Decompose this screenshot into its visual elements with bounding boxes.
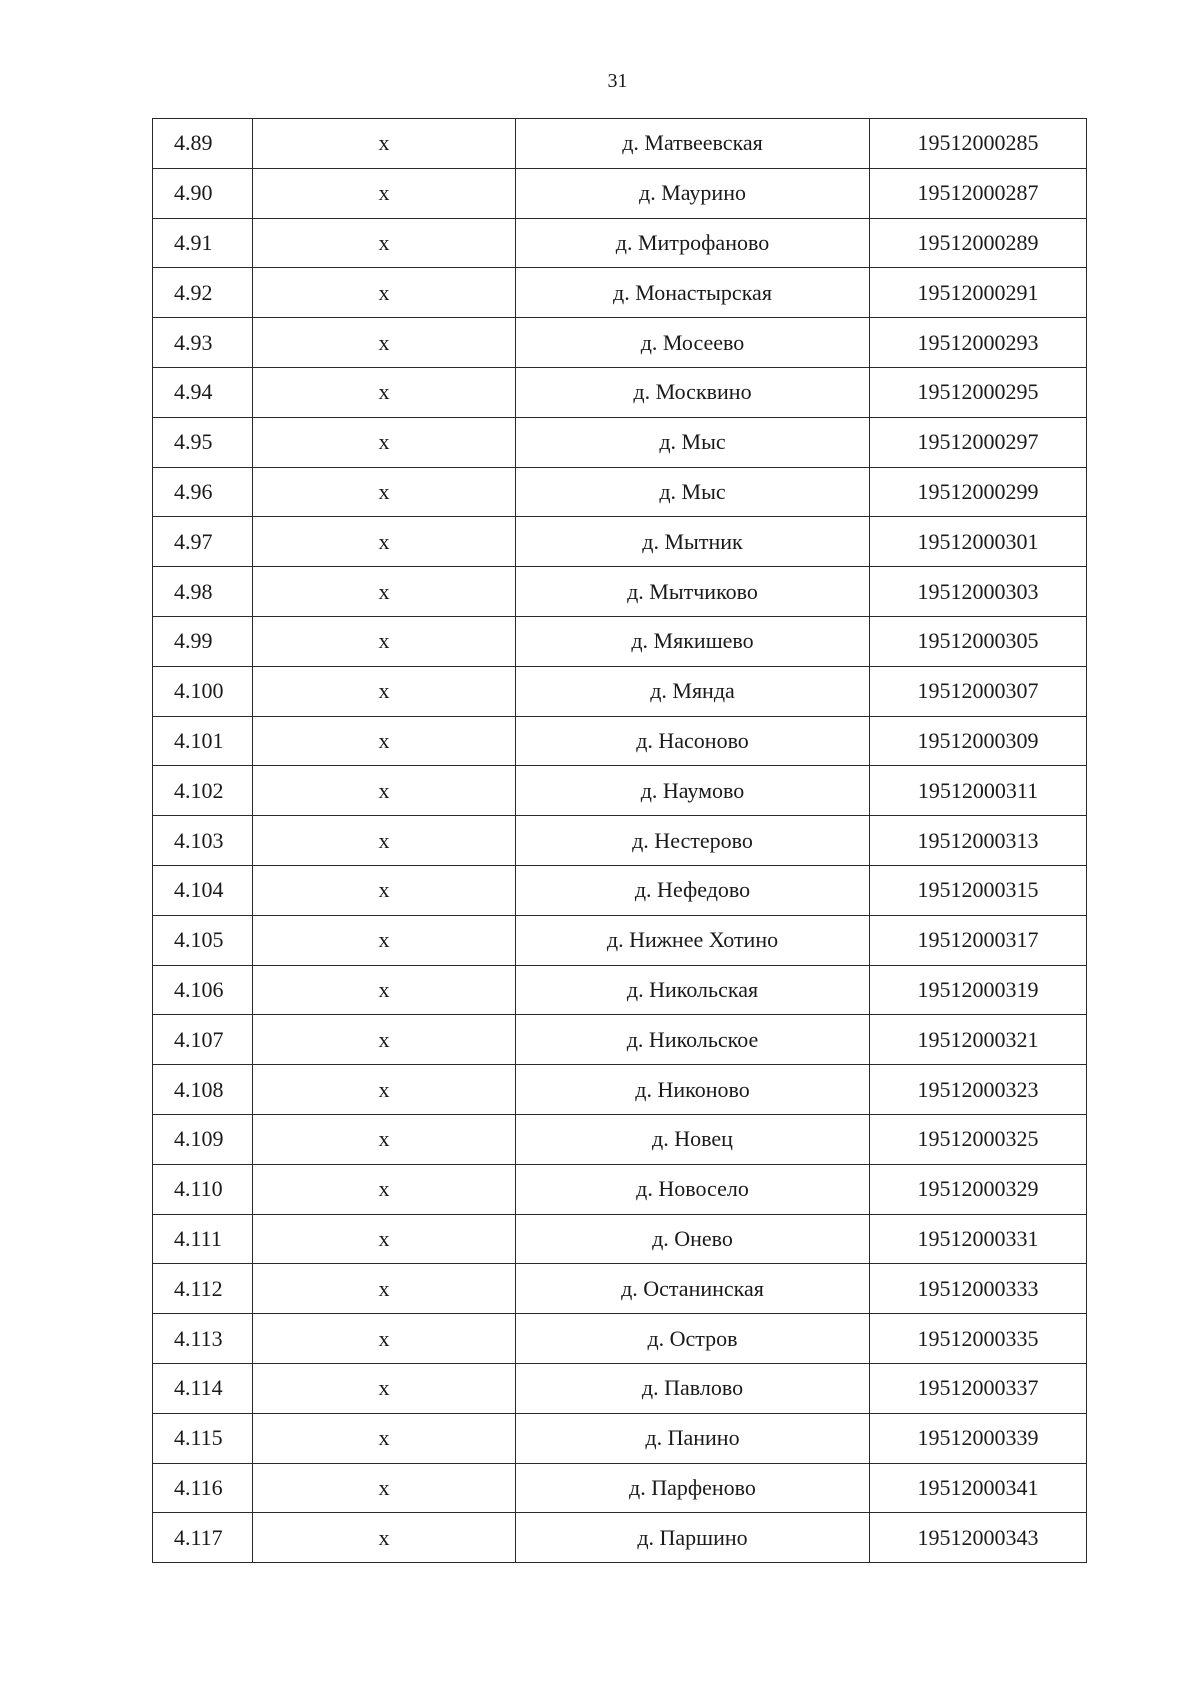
mark-cell: х [253,1363,516,1413]
row-number-cell: 4.95 [153,417,253,467]
row-number-cell: 4.109 [153,1114,253,1164]
table-row [153,816,1087,866]
row-number-cell: 4.111 [153,1214,253,1264]
table-row [153,1264,1087,1314]
settlement-name-cell: д. Монастырская [516,268,870,318]
settlement-name-cell: д. Парфеново [516,1463,870,1513]
code-cell: 19512000289 [870,218,1087,268]
code-cell: 19512000311 [870,766,1087,816]
row-number-cell: 4.115 [153,1413,253,1463]
code-cell: 19512000331 [870,1214,1087,1264]
settlement-name-cell: д. Мытник [516,517,870,567]
code-cell: 19512000325 [870,1114,1087,1164]
table-row [153,268,1087,318]
settlement-name-cell: д. Москвино [516,367,870,417]
settlement-name-cell: д. Митрофаново [516,218,870,268]
table-row [153,716,1087,766]
row-number-cell: 4.114 [153,1363,253,1413]
mark-cell: х [253,318,516,368]
settlement-name-cell: д. Нижнее Хотино [516,915,870,965]
code-cell: 19512000313 [870,816,1087,866]
settlement-name-cell: д. Новосело [516,1164,870,1214]
mark-cell: х [253,1015,516,1065]
mark-cell: х [253,168,516,218]
mark-cell: х [253,467,516,517]
mark-cell: х [253,716,516,766]
settlement-name-cell: д. Онево [516,1214,870,1264]
row-number-cell: 4.116 [153,1463,253,1513]
code-cell: 19512000323 [870,1065,1087,1115]
mark-cell: х [253,1513,516,1563]
row-number-cell: 4.117 [153,1513,253,1563]
table-row [153,318,1087,368]
mark-cell: х [253,666,516,716]
table-row [153,1065,1087,1115]
settlement-name-cell: д. Никольская [516,965,870,1015]
mark-cell: х [253,865,516,915]
table-row [153,417,1087,467]
table-row [153,965,1087,1015]
row-number-cell: 4.112 [153,1264,253,1314]
settlement-name-cell: д. Новец [516,1114,870,1164]
mark-cell: х [253,965,516,1015]
table-row [153,1214,1087,1264]
row-number-cell: 4.113 [153,1314,253,1364]
code-cell: 19512000305 [870,616,1087,666]
table-row [153,1164,1087,1214]
mark-cell: х [253,1463,516,1513]
settlement-name-cell: д. Панино [516,1413,870,1463]
mark-cell: х [253,517,516,567]
mark-cell: х [253,1065,516,1115]
code-cell: 19512000301 [870,517,1087,567]
table-body [153,119,1087,1563]
mark-cell: х [253,218,516,268]
mark-cell: х [253,1164,516,1214]
row-number-cell: 4.90 [153,168,253,218]
row-number-cell: 4.110 [153,1164,253,1214]
code-cell: 19512000329 [870,1164,1087,1214]
table-row [153,1413,1087,1463]
code-cell: 19512000343 [870,1513,1087,1563]
table-row [153,1463,1087,1513]
row-number-cell: 4.99 [153,616,253,666]
settlement-name-cell: д. Останинская [516,1264,870,1314]
code-cell: 19512000335 [870,1314,1087,1364]
mark-cell: х [253,367,516,417]
settlement-name-cell: д. Мянда [516,666,870,716]
code-cell: 19512000307 [870,666,1087,716]
row-number-cell: 4.105 [153,915,253,965]
row-number-cell: 4.108 [153,1065,253,1115]
settlement-name-cell: д. Мыс [516,467,870,517]
code-cell: 19512000333 [870,1264,1087,1314]
settlement-name-cell: д. Мосеево [516,318,870,368]
code-cell: 19512000341 [870,1463,1087,1513]
table-row [153,666,1087,716]
settlement-name-cell: д. Нефедово [516,865,870,915]
settlement-name-cell: д. Насоново [516,716,870,766]
row-number-cell: 4.91 [153,218,253,268]
settlement-name-cell: д. Мякишево [516,616,870,666]
mark-cell: х [253,915,516,965]
table-row [153,467,1087,517]
row-number-cell: 4.97 [153,517,253,567]
row-number-cell: 4.106 [153,965,253,1015]
code-cell: 19512000339 [870,1413,1087,1463]
row-number-cell: 4.93 [153,318,253,368]
code-cell: 19512000293 [870,318,1087,368]
table-row [153,367,1087,417]
mark-cell: х [253,119,516,169]
table-row [153,1114,1087,1164]
code-cell: 19512000295 [870,367,1087,417]
row-number-cell: 4.103 [153,816,253,866]
mark-cell: х [253,1214,516,1264]
row-number-cell: 4.104 [153,865,253,915]
settlement-name-cell: д. Маурино [516,168,870,218]
code-cell: 19512000299 [870,467,1087,517]
settlement-name-cell: д. Мытчиково [516,567,870,617]
code-cell: 19512000321 [870,1015,1087,1065]
table-row [153,517,1087,567]
table-row [153,168,1087,218]
code-cell: 19512000317 [870,915,1087,965]
mark-cell: х [253,417,516,467]
code-cell: 19512000315 [870,865,1087,915]
code-cell: 19512000303 [870,567,1087,617]
row-number-cell: 4.107 [153,1015,253,1065]
table-row [153,1015,1087,1065]
settlement-name-cell: д. Нестерово [516,816,870,866]
table-row [153,865,1087,915]
code-cell: 19512000291 [870,268,1087,318]
mark-cell: х [253,616,516,666]
code-cell: 19512000297 [870,417,1087,467]
table-row [153,567,1087,617]
mark-cell: х [253,1264,516,1314]
settlement-name-cell: д. Мыс [516,417,870,467]
mark-cell: х [253,1114,516,1164]
page-number: 31 [607,70,628,92]
code-cell: 19512000319 [870,965,1087,1015]
settlement-name-cell: д. Паршино [516,1513,870,1563]
settlement-name-cell: д. Никоново [516,1065,870,1115]
mark-cell: х [253,1413,516,1463]
settlement-name-cell: д. Остров [516,1314,870,1364]
settlement-name-cell: д. Никольское [516,1015,870,1065]
table-row [153,915,1087,965]
settlement-name-cell: д. Павлово [516,1363,870,1413]
row-number-cell: 4.92 [153,268,253,318]
table-row [153,766,1087,816]
row-number-cell: 4.101 [153,716,253,766]
row-number-cell: 4.94 [153,367,253,417]
row-number-cell: 4.98 [153,567,253,617]
row-number-cell: 4.102 [153,766,253,816]
row-number-cell: 4.96 [153,467,253,517]
row-number-cell: 4.100 [153,666,253,716]
mark-cell: х [253,1314,516,1364]
table-row [153,1513,1087,1563]
table-row [153,119,1087,169]
code-cell: 19512000287 [870,168,1087,218]
table-row [153,1363,1087,1413]
mark-cell: х [253,816,516,866]
row-number-cell: 4.89 [153,119,253,169]
mark-cell: х [253,268,516,318]
code-cell: 19512000337 [870,1363,1087,1413]
code-cell: 19512000309 [870,716,1087,766]
table-row [153,616,1087,666]
code-cell: 19512000285 [870,119,1087,169]
settlement-name-cell: д. Наумово [516,766,870,816]
mark-cell: х [253,766,516,816]
settlement-name-cell: д. Матвеевская [516,119,870,169]
table-row [153,1314,1087,1364]
settlements-table [152,118,1087,1563]
mark-cell: х [253,567,516,617]
table-row [153,218,1087,268]
